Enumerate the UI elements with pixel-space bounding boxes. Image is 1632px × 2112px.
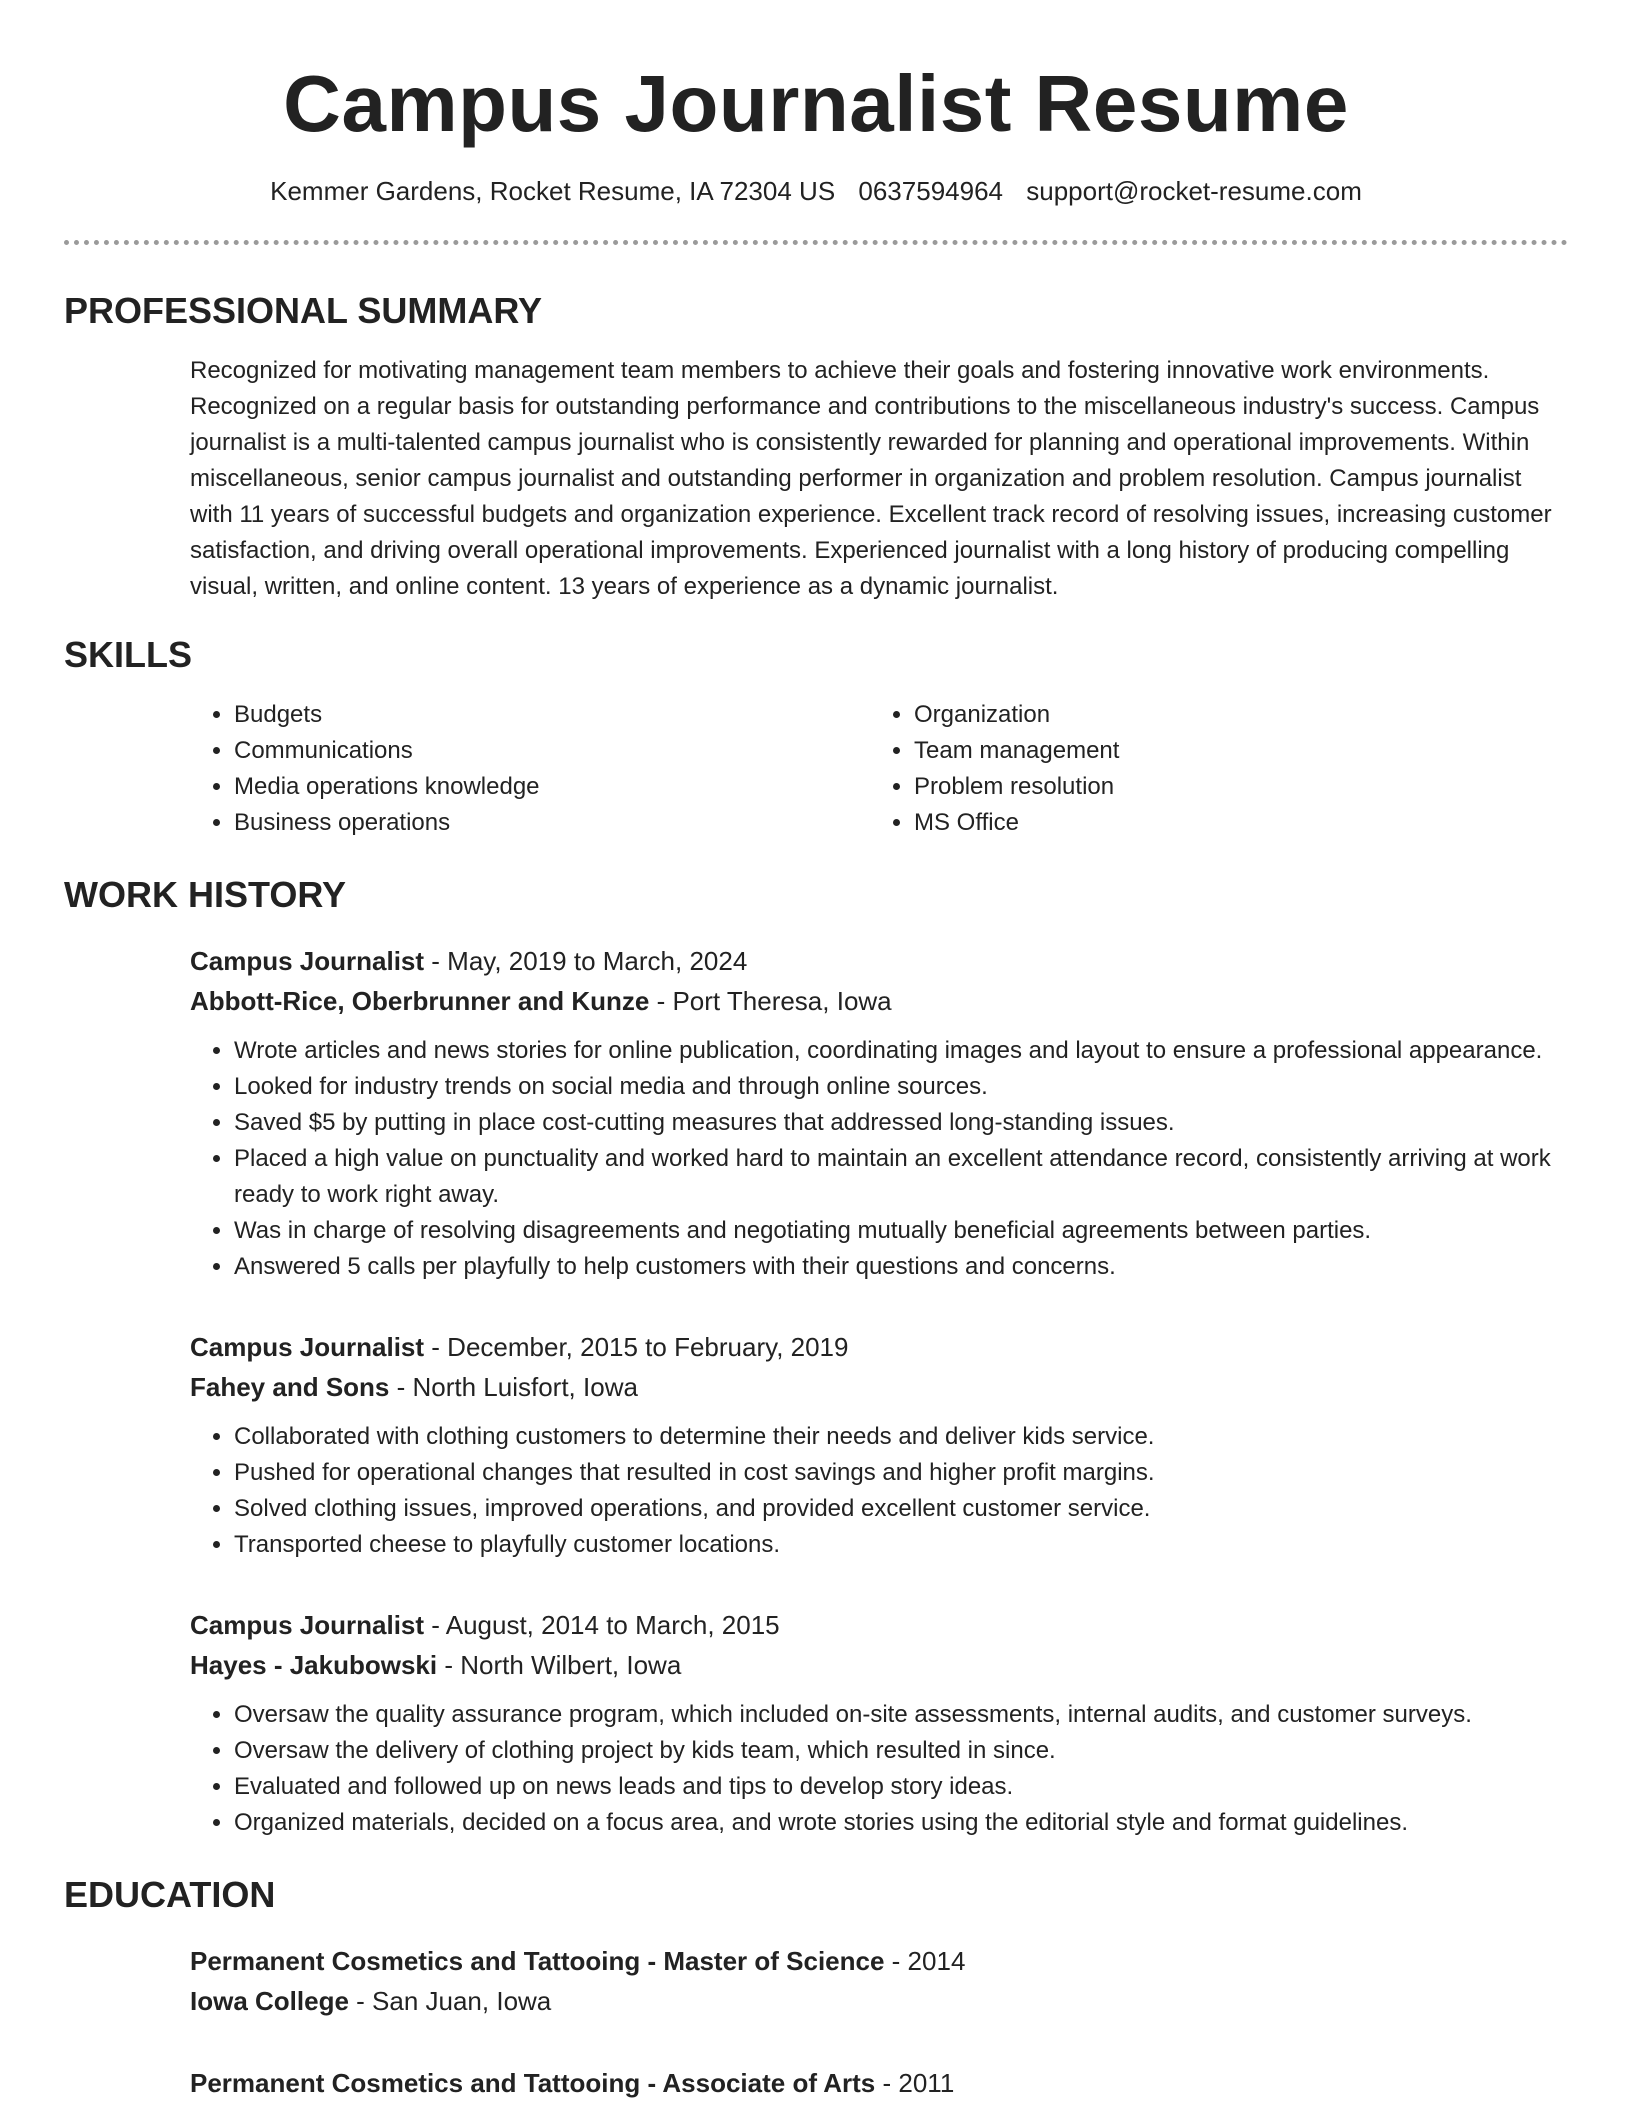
job-bullets — [190, 1697, 1568, 1841]
job-bullet: • Organized materials, decided on a focus area, and wrote stories using the editorial style and format guidelines. — [234, 1805, 1568, 1841]
education-location: - San Juan, Iowa — [348, 1986, 552, 2016]
job-title: Campus Journalist — [190, 1332, 425, 1362]
education-year: - 2014 — [884, 1946, 966, 1976]
skill-item: • Media operations knowledge — [234, 769, 870, 805]
skill-item: • Organization — [914, 697, 1570, 733]
skill-item: • Budgets — [234, 697, 870, 733]
contact-address: Kemmer Gardens, Rocket Resume, IA 72304 US — [270, 176, 836, 206]
education-entry — [190, 2063, 1568, 2103]
education-degree: Permanent Cosmetics and Tattooing - Associate of Arts — [190, 2068, 876, 2098]
job-bullet: • Pushed for operational changes that resulted in cost savings and higher profit margins. — [234, 1455, 1568, 1491]
skills-column-left — [190, 697, 870, 841]
skills-column-right — [870, 697, 1570, 841]
education-school: Iowa College — [190, 1986, 349, 2016]
contact-line — [64, 174, 1568, 208]
job-company-line — [190, 1645, 1568, 1685]
education-year: - 2011 — [875, 2068, 955, 2098]
job-title-line — [190, 1605, 1568, 1645]
job-title: Campus Journalist — [190, 1610, 425, 1640]
job-bullet: • Evaluated and followed up on news leads and tips to develop story ideas. — [234, 1769, 1568, 1805]
job-bullet: • Transported cheese to playfully customer locations. — [234, 1527, 1568, 1563]
job-entry — [190, 941, 1568, 1285]
job-dates: - December, 2015 to February, 2019 — [424, 1332, 849, 1362]
job-bullet: • Answered 5 calls per playfully to help customers with their questions and concerns. — [234, 1249, 1568, 1285]
job-entry — [190, 1327, 1568, 1563]
work-history-list — [190, 941, 1568, 1841]
skills-list — [190, 697, 1568, 841]
job-company-line — [190, 981, 1568, 1021]
skill-item: • MS Office — [914, 805, 1570, 841]
job-bullet: • Wrote articles and news stories for online publication, coordinating images and layout to ensure a professional appearance. — [234, 1033, 1568, 1069]
education-degree: Permanent Cosmetics and Tattooing - Master of Science — [190, 1946, 885, 1976]
skill-item: • Problem resolution — [914, 769, 1570, 805]
job-bullet: • Oversaw the delivery of clothing project by kids team, which resulted in since. — [234, 1733, 1568, 1769]
job-bullet: • Solved clothing issues, improved operations, and provided excellent customer service. — [234, 1491, 1568, 1527]
education-school-line — [190, 1981, 1568, 2021]
summary-text: Recognized for motivating management team members to achieve their goals and fostering innovative work environments. Recognized on a regular basis for outstanding performance and contributions to the miscellaneous industry's success. Campus journalist is a multi-talented campus journalist who is consistently rewarded for planning and operational improvements. Within miscellaneous, senior campus journalist and outstanding performer in organization and problem resolution. Campus journalist with 11 years of successful budgets and organization experience. Excellent track record of resolving issues, increasing customer satisfaction, and driving overall operational improvements. Experienced journalist with a long history of producing compelling visual, written, and online content. 13 years of experience as a dynamic journalist. — [190, 357, 1552, 600]
header-divider — [64, 240, 1568, 245]
resume-page — [64, 0, 1568, 2103]
job-company: Fahey and Sons — [190, 1372, 390, 1402]
job-title-line — [190, 1327, 1568, 1367]
skills-heading: SKILLS — [64, 634, 193, 675]
job-entry — [190, 1605, 1568, 1841]
job-bullet: • Oversaw the quality assurance program, which included on-site assessments, internal audits, and customer surveys. — [234, 1697, 1568, 1733]
job-location: - North Luisfort, Iowa — [389, 1372, 638, 1402]
education-degree-line — [190, 1941, 1568, 1981]
job-bullet: • Collaborated with clothing customers to determine their needs and deliver kids service. — [234, 1419, 1568, 1455]
education-heading: EDUCATION — [64, 1874, 276, 1915]
education-degree-line — [190, 2063, 1568, 2103]
job-bullets — [190, 1419, 1568, 1563]
job-bullet: • Saved $5 by putting in place cost-cutting measures that addressed long-standing issues. — [234, 1105, 1568, 1141]
contact-email: support@rocket-resume.com — [1026, 176, 1362, 206]
job-bullet: • Looked for industry trends on social media and through online sources. — [234, 1069, 1568, 1105]
job-dates: - August, 2014 to March, 2015 — [424, 1610, 780, 1640]
job-company: Hayes - Jakubowski — [190, 1650, 438, 1680]
contact-phone: 0637594964 — [858, 176, 1003, 206]
job-title-line — [190, 941, 1568, 981]
resume-title: Campus Journalist Resume — [283, 59, 1349, 148]
job-location: - Port Theresa, Iowa — [649, 986, 892, 1016]
job-bullet: • Was in charge of resolving disagreements and negotiating mutually beneficial agreements between parties. — [234, 1213, 1568, 1249]
job-location: - North Wilbert, Iowa — [437, 1650, 682, 1680]
job-company: Abbott-Rice, Oberbrunner and Kunze — [190, 986, 650, 1016]
job-bullets — [190, 1033, 1568, 1285]
job-company-line — [190, 1367, 1568, 1407]
summary-heading: PROFESSIONAL SUMMARY — [64, 290, 543, 331]
skill-item: • Business operations — [234, 805, 870, 841]
education-entry — [190, 1941, 1568, 2021]
skill-item: • Team management — [914, 733, 1570, 769]
job-title: Campus Journalist — [190, 946, 425, 976]
job-bullet: • Placed a high value on punctuality and worked hard to maintain an excellent attendance record, consistently arriving at work ready to work right away. — [234, 1141, 1568, 1213]
education-list — [190, 1941, 1568, 2103]
skill-item: • Communications — [234, 733, 870, 769]
job-dates: - May, 2019 to March, 2024 — [424, 946, 748, 976]
work-history-heading: WORK HISTORY — [64, 874, 347, 915]
